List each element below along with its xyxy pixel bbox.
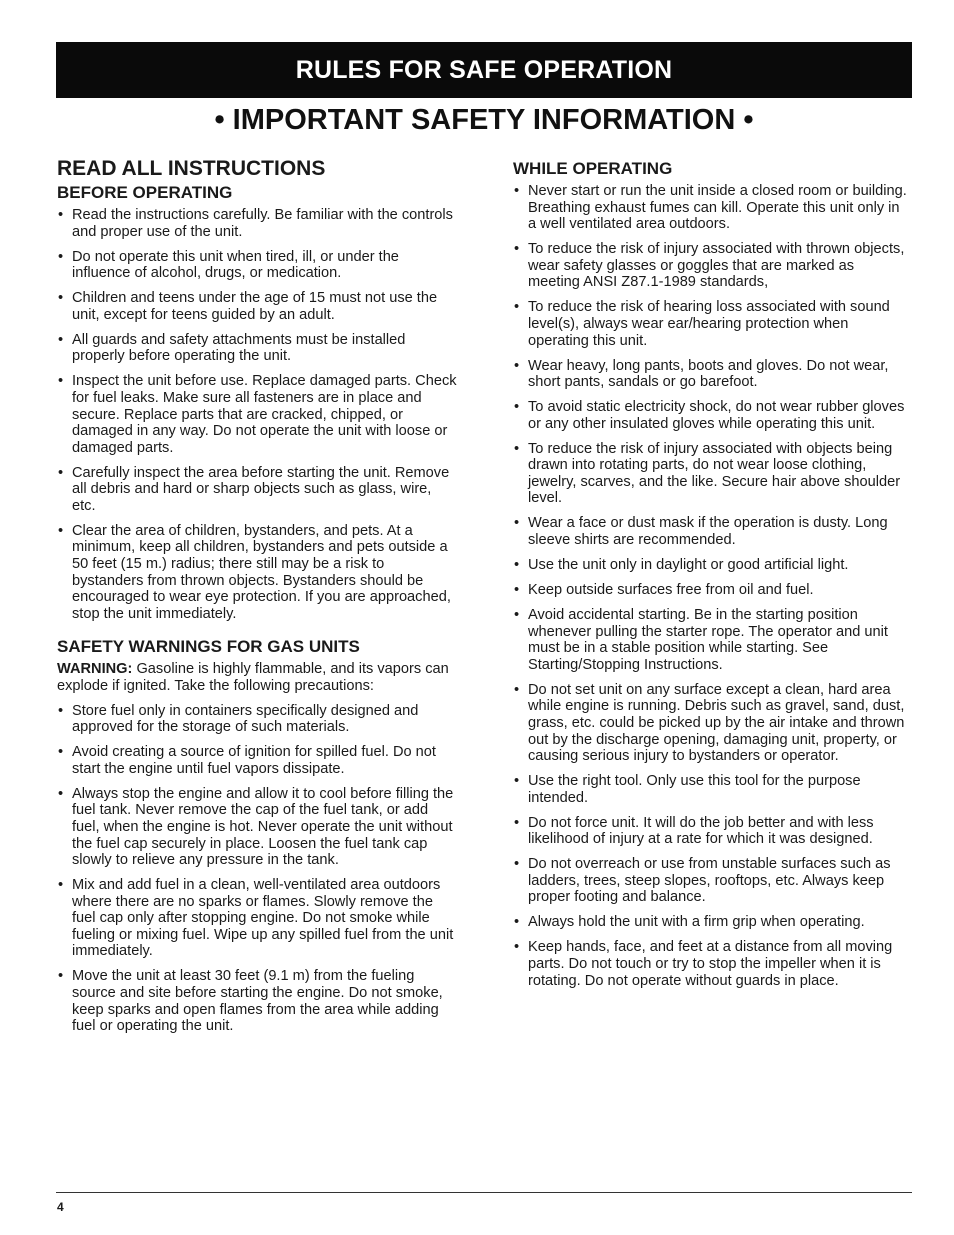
bullet-icon: • <box>514 241 520 258</box>
gas-warning-paragraph <box>57 661 457 694</box>
list-item-text: Keep hands, face, and feet at a distance from all moving parts. Do not touch or try to stop the impeller when it is rotating. Do not operate without guards in place. <box>528 939 893 989</box>
list-item-text: Store fuel only in containers specifically designed and approved for the storage of such materials. <box>72 702 419 736</box>
list-item-text: Always hold the unit with a firm grip when operating. <box>528 914 865 931</box>
bullet-icon: • <box>514 914 520 931</box>
bullet-icon: • <box>58 785 64 802</box>
list-item <box>57 373 457 456</box>
list-item <box>513 241 909 291</box>
bullet-icon: • <box>514 399 520 416</box>
list-item-text: All guards and safety attachments must be installed properly before operating the unit. <box>72 331 406 365</box>
list-item-text: To avoid static electricity shock, do not wear rubber gloves or any other insulated gloves while operating this unit. <box>528 399 905 432</box>
list-item-text: To reduce the risk of injury associated with thrown objects, wear safety glasses or goggles that are marked as meeting ANSI Z87.1-1989 standards, <box>528 241 905 291</box>
list-item-text: Avoid accidental starting. Be in the starting position whenever pulling the starter rope. The operator and unit must be in a stable position while starting. See Starting/Stopping Instructions. <box>528 606 888 673</box>
list-item <box>513 682 909 765</box>
list-item-text: To reduce the risk of hearing loss associated with sound level(s), always wear ear/hearing protection when operating this unit. <box>528 299 890 349</box>
bullet-icon: • <box>514 440 520 457</box>
bullet-icon: • <box>514 557 520 574</box>
list-item <box>513 815 909 848</box>
list-item-text: Wear heavy, long pants, boots and gloves. Do not wear, short pants, sandals or go barefoot. <box>528 357 889 391</box>
bullet-icon: • <box>58 207 64 223</box>
list-item <box>513 441 909 507</box>
page-number: 4 <box>57 1200 64 1214</box>
list-item <box>57 465 457 515</box>
list-item <box>513 299 909 349</box>
bullet-icon: • <box>514 773 520 790</box>
footer-divider <box>56 1192 912 1193</box>
list-item <box>57 290 457 323</box>
list-item <box>513 607 909 673</box>
list-item-text: Mix and add fuel in a clean, well-ventilated area outdoors where there are no sparks or flames. Slowly remove the fuel cap only after stopping engine. Do not smoke while fueling or mixing fuel. Wipe up any spilled fuel from the unit immediately. <box>72 877 454 960</box>
list-item-text: Clear the area of children, bystanders, and pets. At a minimum, keep all children, bystanders and pets outside a 50 feet (15 m.) radius; there still may be a risk to bystanders from thrown objects. Bystanders should be encouraged to wear eye protection. If you are approached, stop the unit immediately. <box>72 522 451 622</box>
left-column <box>57 156 457 1043</box>
list-item-text: Do not overreach or use from unstable surfaces such as ladders, trees, steep slopes, rooftops, etc. Always keep proper footing and balance. <box>528 856 891 906</box>
list-item <box>513 856 909 906</box>
list-item <box>57 523 457 623</box>
bullet-icon: • <box>514 299 520 316</box>
bullet-icon: • <box>58 464 64 481</box>
list-item-text: Carefully inspect the area before starting the unit. Remove all debris and hard or sharp objects such as glass, wire, etc. <box>72 464 450 514</box>
list-item-text: Read the instructions carefully. Be familiar with the controls and proper use of the unit. <box>72 207 453 240</box>
list-item <box>57 207 457 240</box>
bullet-icon: • <box>58 248 64 265</box>
list-item-text: Children and teens under the age of 15 must not use the unit, except for teens guided by an adult. <box>72 290 438 323</box>
bullet-icon: • <box>58 522 64 539</box>
section-banner <box>56 42 912 98</box>
list-item <box>57 877 457 960</box>
list-item-text: Keep outside surfaces free from oil and fuel. <box>528 582 814 598</box>
gas-units-heading: SAFETY WARNINGS FOR GAS UNITS <box>57 637 360 657</box>
list-item <box>57 703 457 736</box>
list-item-text: Never start or run the unit inside a closed room or building. Breathing exhaust fumes can kill. Operate this unit only in a well ventilated area outdoors. <box>528 183 907 233</box>
list-item <box>513 939 909 989</box>
bullet-icon: • <box>514 582 520 598</box>
list-item-text: Avoid creating a source of ignition for spilled fuel. Do not start the engine until fuel vapors dissipate. <box>72 744 436 777</box>
bullet-icon: • <box>58 373 64 390</box>
list-item <box>513 557 909 574</box>
list-item <box>513 358 909 391</box>
list-item-text: Do not set unit on any surface except a clean, hard area while engine is running. Debris such as gravel, sand, dust, grass, etc. could be picked up by the air intake and thrown out by the discharge opening, damaging unit, property, or causing serious injury to bystanders or operator. <box>528 681 905 765</box>
list-item-text: Use the right tool. Only use this tool for the purpose intended. <box>528 773 861 806</box>
list-item-text: Move the unit at least 30 feet (9.1 m) from the fueling source and site before starting the engine. Do not smoke, keep sparks and open flames from the area while adding fuel or operating the unit. <box>72 968 443 1035</box>
bullet-icon: • <box>58 331 64 348</box>
list-item <box>513 582 909 599</box>
bullet-icon: • <box>514 357 520 374</box>
list-item <box>57 968 457 1034</box>
list-item-text: Do not operate this unit when tired, ill, or under the influence of alcohol, drugs, or medication. <box>72 248 399 282</box>
list-item <box>513 914 909 931</box>
bullet-icon: • <box>514 681 520 698</box>
list-item <box>57 249 457 282</box>
list-item-text: Inspect the unit before use. Replace damaged parts. Check for fuel leaks. Make sure all fasteners are in place and secure. Replace parts that are cracked, chipped, or damaged in any way. Do not operate the unit with loose or damaged parts. <box>72 373 457 456</box>
bullet-icon: • <box>514 939 520 956</box>
list-item <box>513 515 909 548</box>
bullet-icon: • <box>514 856 520 873</box>
gas-units-list <box>57 703 457 1035</box>
list-item <box>513 399 909 432</box>
list-item-text: Use the unit only in daylight or good artificial light. <box>528 557 849 574</box>
list-item <box>57 786 457 869</box>
bullet-icon: • <box>58 290 64 307</box>
banner-title: RULES FOR SAFE OPERATION <box>295 55 673 84</box>
while-operating-list <box>513 183 909 989</box>
list-item <box>513 773 909 806</box>
read-all-heading: READ ALL INSTRUCTIONS <box>57 157 326 180</box>
bullet-icon: • <box>514 183 520 199</box>
bullet-icon: • <box>514 515 520 532</box>
warning-text: Gasoline is highly flammable, and its vapors can explode if ignited. Take the following precautions: <box>57 661 449 694</box>
bullet-icon: • <box>58 968 64 985</box>
bullet-icon: • <box>58 744 64 761</box>
list-item <box>57 332 457 365</box>
before-operating-list <box>57 207 457 622</box>
list-item-text: Wear a face or dust mask if the operation is dusty. Long sleeve shirts are recommended. <box>528 515 888 549</box>
right-column <box>513 156 909 998</box>
before-operating-heading: BEFORE OPERATING <box>57 183 233 202</box>
bullet-icon: • <box>58 702 64 719</box>
bullet-icon: • <box>514 606 520 623</box>
while-operating-heading: WHILE OPERATING <box>513 159 673 178</box>
list-item <box>513 183 909 233</box>
list-item-text: Always stop the engine and allow it to cool before filling the fuel tank. Never remove the cap of the fuel tank, or add fuel, when the engine is hot. Never operate the unit without the fuel cap securely in place. Loosen the fuel tank cap slowly to relieve any pressure in the tank. <box>72 785 454 869</box>
list-item-text: To reduce the risk of injury associated with objects being drawn into rotating parts, do not wear loose clothing, jewelry, scarves, and the like. Secure hair above shoulder level. <box>528 440 901 507</box>
bullet-icon: • <box>514 814 520 831</box>
list-item-text: Do not force unit. It will do the job better and with less likelihood of injury at a rate for which it was designed. <box>528 814 874 848</box>
list-item <box>57 744 457 777</box>
warning-label: WARNING: <box>57 661 133 678</box>
bullet-icon: • <box>58 877 64 894</box>
page-title: • IMPORTANT SAFETY INFORMATION • <box>214 104 754 136</box>
